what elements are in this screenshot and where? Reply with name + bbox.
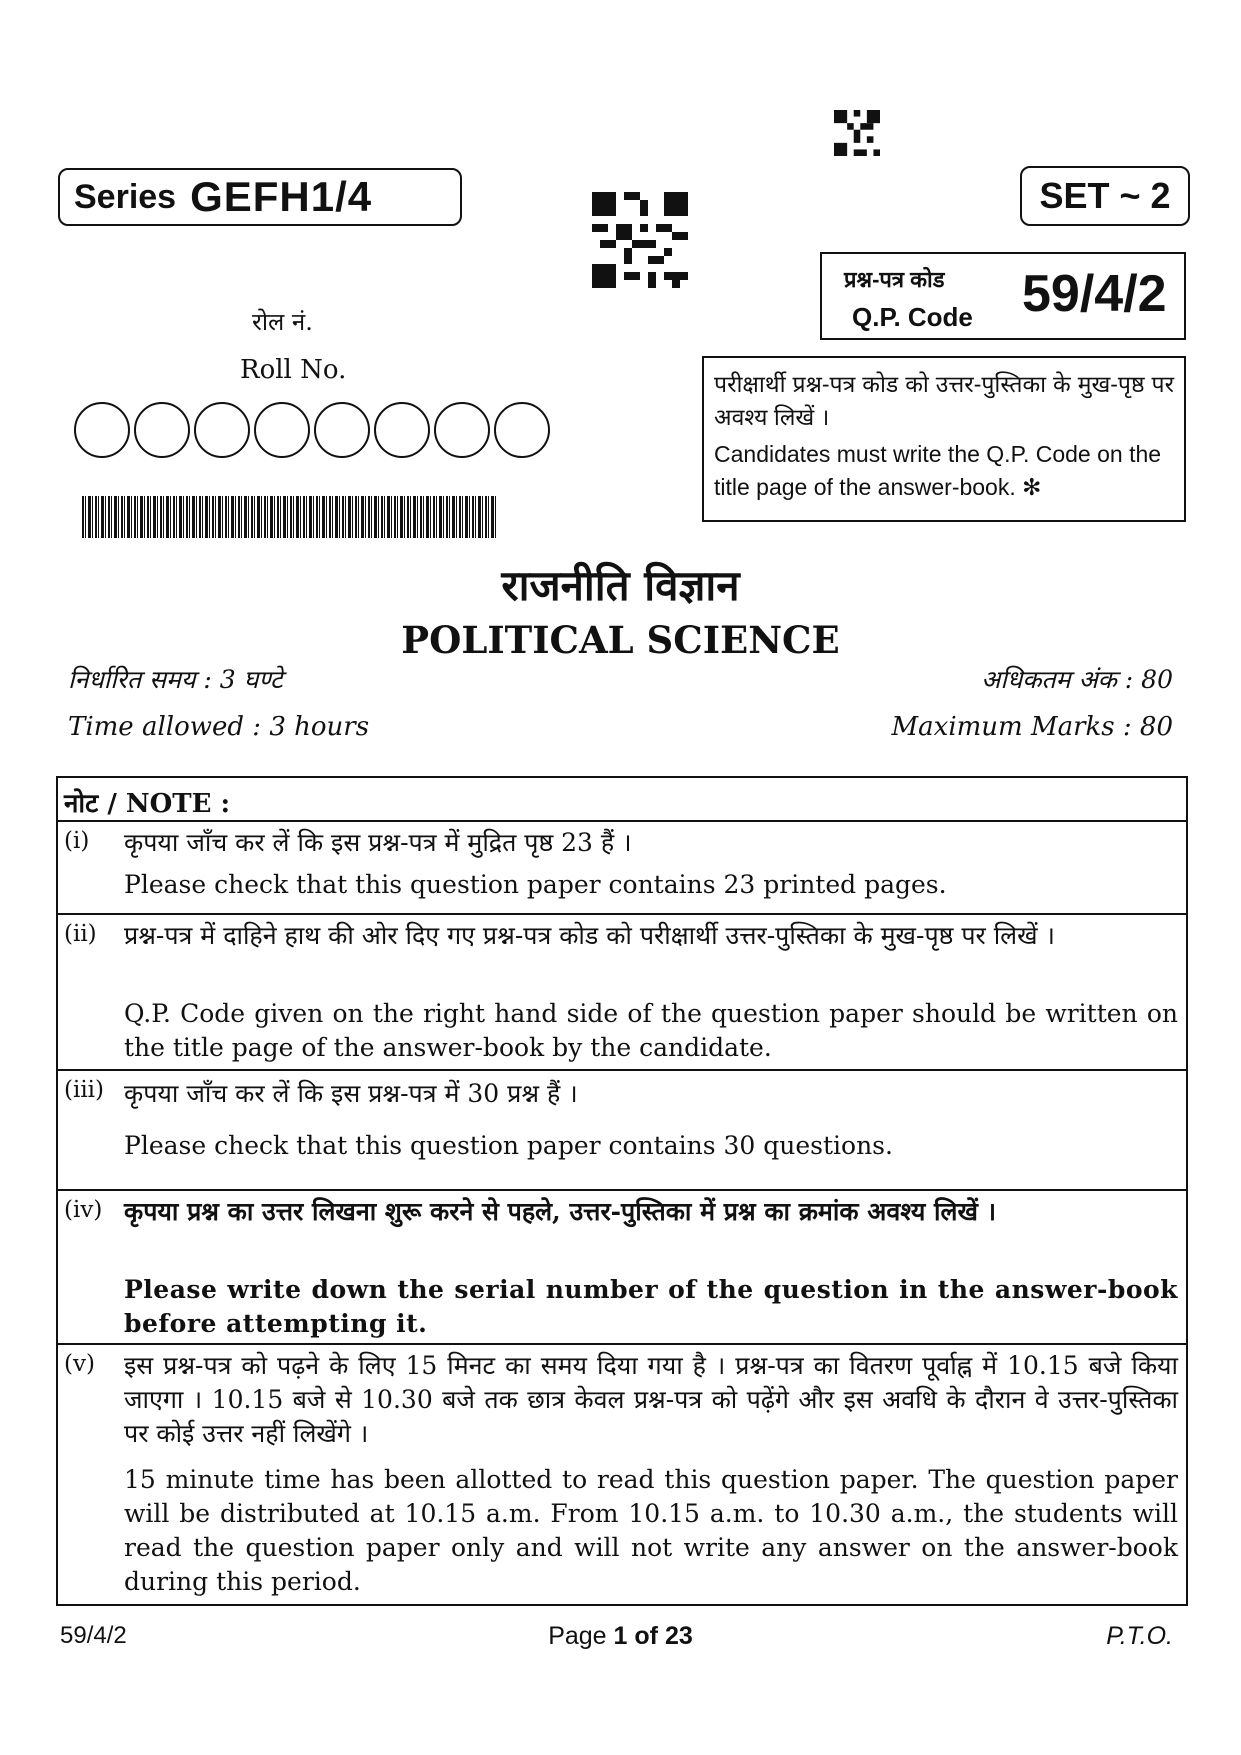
note-item [58, 913, 1186, 1071]
series-box [58, 168, 462, 226]
candidate-instruction-box [702, 356, 1186, 522]
note-item-number: (iii) [64, 1077, 105, 1103]
candidate-instruction-hindi: परीक्षार्थी प्रश्न-पत्र कोड को उत्तर-पुस्तिका के मुख-पृष्ठ पर अवश्य लिखें । [714, 371, 1174, 430]
subject-title-english: POLITICAL SCIENCE [401, 618, 840, 662]
qp-label-hindi: प्रश्न-पत्र कोड [844, 267, 945, 292]
qr-code-small [834, 110, 880, 156]
roll-label-english: Roll No. [240, 355, 347, 385]
roll-number-circle[interactable] [194, 402, 250, 458]
note-item [58, 1069, 1186, 1191]
note-item-hindi: प्रश्न-पत्र में दाहिने हाथ की ओर दिए गए प्रश्न-पत्र कोड को परीक्षार्थी उत्तर-पुस्तिका के मुख-पृष्ठ पर लिखें । [124, 921, 1055, 950]
note-item [58, 1189, 1186, 1345]
note-heading: नोट / NOTE : [64, 789, 231, 819]
set-label: SET ~ 2 [1020, 166, 1190, 226]
maximum-marks-hindi: अधिकतम अंक : 80 [981, 665, 1173, 694]
note-item [58, 1343, 1186, 1608]
subject-title-hindi: राजनीति विज्ञान [501, 561, 740, 610]
qr-code-large [592, 192, 688, 288]
note-item-number: (ii) [64, 921, 97, 947]
note-item-number: (iv) [64, 1197, 103, 1223]
footer-page-number [0, 1622, 1241, 1651]
note-item-hindi: कृपया प्रश्न का उत्तर लिखना शुरू करने से पहले, उत्तर-पुस्तिका में प्रश्न का क्रमांक अवश्य लिखें । [124, 1197, 997, 1226]
qp-code-box [820, 252, 1186, 340]
note-header [58, 778, 1186, 820]
note-item-number: (v) [64, 1351, 95, 1377]
roll-number-circle[interactable] [494, 402, 550, 458]
roll-number-circles [74, 402, 550, 458]
note-item-english: 15 minute time has been allotted to read this question paper. The question paper will be distributed at 10.15 a.m. From 10.15 a.m. to 10.30 a.m., the students will read the question paper only and will not write any answer on the answer-book during this period. [124, 1465, 1178, 1596]
note-item-hindi: कृपया जाँच कर लें कि इस प्रश्न-पत्र में मुद्रित पृष्ठ 23 हैं । [124, 828, 632, 857]
barcode [82, 496, 496, 538]
note-item-english: Please write down the serial number of the question in the answer-book before attempting it. [124, 1275, 1178, 1338]
page-total: 23 [664, 1622, 693, 1650]
note-item-english: Q.P. Code given on the right hand side of the question paper should be written on the title page of the answer-book by the candidate. [124, 999, 1178, 1062]
note-item-english: Please check that this question paper contains 23 printed pages. [124, 870, 947, 899]
note-item-hindi: इस प्रश्न-पत्र को पढ़ने के लिए 15 मिनट का समय दिया गया है । प्रश्न-पत्र का वितरण पूर्वाह्न में 10.15 बजे किया जाएगा । 10.15 बजे से 10.30 बजे तक छात्र केवल प्रश्न-पत्र को पढ़ेंगे और इस अवधि के दौरान वे उत्तर-पुस्तिका पर कोई उत्तर नहीं लिखेंगे । [124, 1351, 1178, 1448]
maximum-marks-english: Maximum Marks : 80 [891, 712, 1173, 742]
note-item-hindi: कृपया जाँच कर लें कि इस प्रश्न-पत्र में 30 प्रश्न हैं । [124, 1079, 578, 1108]
page-of: of [634, 1622, 659, 1650]
candidate-instruction-english: Candidates must write the Q.P. Code on the title page of the answer-book. ✻ [714, 441, 1162, 500]
note-table [56, 776, 1188, 1606]
roll-label-hindi: रोल नं. [252, 308, 313, 336]
roll-number-circle[interactable] [434, 402, 490, 458]
qp-label-english: Q.P. Code [852, 302, 973, 332]
roll-number-circle[interactable] [374, 402, 430, 458]
time-allowed-hindi: निर्धारित समय : 3 घण्टे [68, 665, 283, 694]
roll-number-circle[interactable] [254, 402, 310, 458]
series-label: Series [74, 177, 177, 216]
qp-code: 59/4/2 [1022, 265, 1167, 323]
series-code: GEFH1/4 [190, 173, 373, 220]
note-item-number: (i) [64, 828, 90, 854]
note-item [58, 820, 1186, 915]
roll-number-circle[interactable] [134, 402, 190, 458]
footer-qp-code: 59/4/2 [60, 1622, 127, 1649]
roll-number-circle[interactable] [314, 402, 370, 458]
page-current: 1 [613, 1622, 628, 1650]
note-item-english: Please check that this question paper contains 30 questions. [124, 1131, 893, 1160]
footer-pto: P.T.O. [1106, 1622, 1173, 1650]
page-prefix: Page [548, 1622, 607, 1650]
roll-number-circle[interactable] [74, 402, 130, 458]
time-allowed-english: Time allowed : 3 hours [68, 712, 370, 742]
